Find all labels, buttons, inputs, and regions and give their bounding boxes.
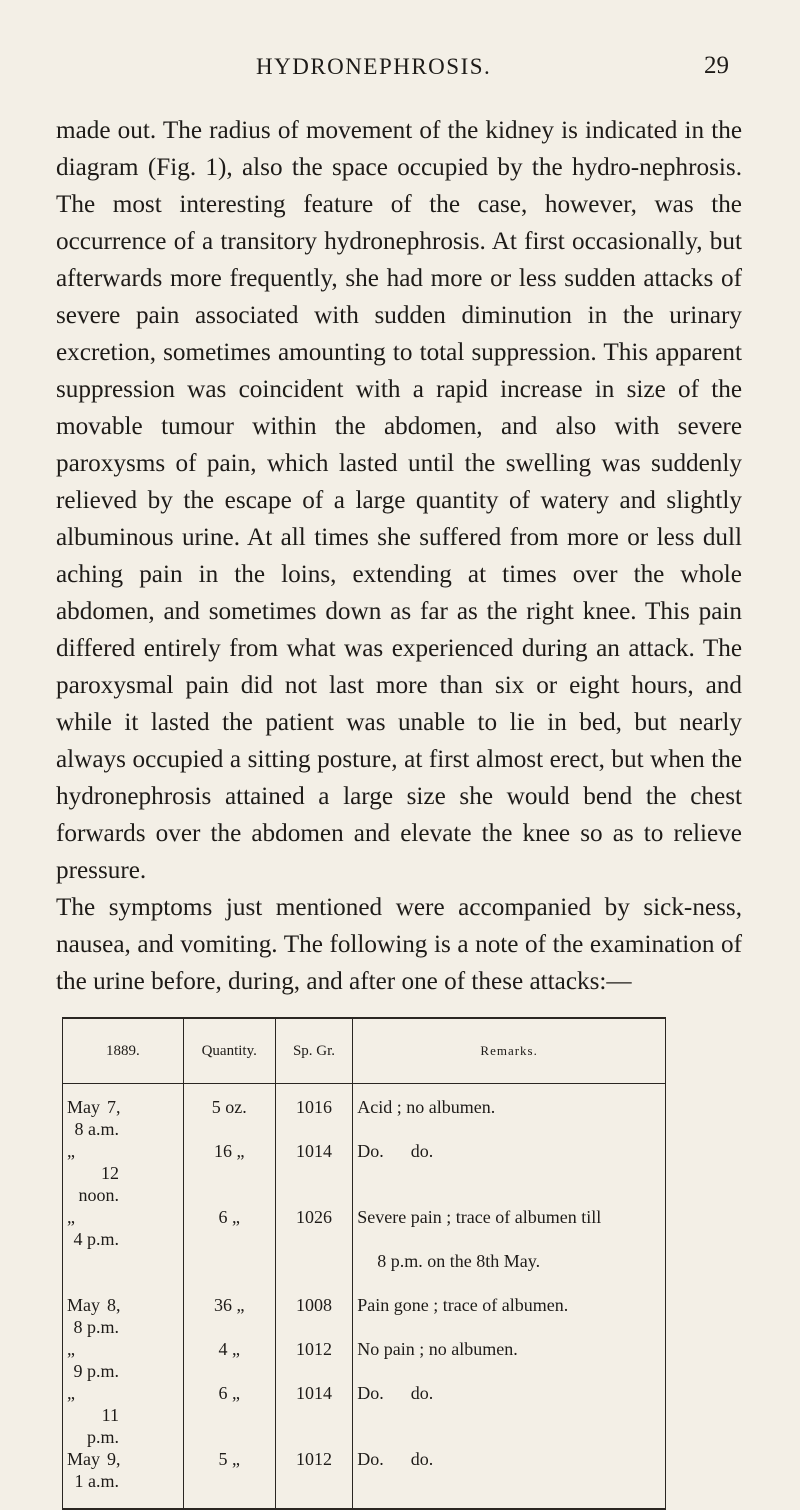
paragraph: made out. The radius of movement of the kidney is indicated in the diagram (Fig. 1), also the space occupied by the hydro-nephrosis. The most interesting feature of the case, however, was the occurrence of a transitory hydronephrosis. At first occasionally, but afterwards more frequently, she had more or less sudden attacks of severe pain associated with sudden diminution in the urinary excretion, sometimes amounting to total suppression. This apparent suppression was coincident with a rapid increase in size of the movable tumour within the abdomen, and also with severe paroxysms of pain, which lasted until the swelling was suddenly relieved by the escape of a large quantity of watery and slightly albuminous urine. At all times she suffered from more or less dull aching pain in the loins, extending at times over the whole abdomen, and sometimes down as far as the right knee. This pain differed entirely from what was experienced during an attack. The paroxysmal pain did not last more than six or eight hours, and while it lasted the patient was unable to lie in bed, but nearly always occupied a sitting posture, at first almost erect, but when the hydronephrosis attained a large size she would bend the chest forwards over the abdomen and elevate the knee so as to relieve pressure. [56, 117, 742, 884]
urine-examination-table [62, 1017, 666, 1510]
cell-sp-gr: 1012 [275, 1338, 353, 1382]
cell-quantity [183, 1250, 275, 1294]
table-row [63, 1448, 666, 1509]
date-time: 9 p.m. [73, 1361, 119, 1381]
date-month: May [67, 1097, 100, 1117]
cell-quantity: 5 oz. [183, 1084, 275, 1141]
cell-remarks: Do. do. [353, 1448, 666, 1509]
date-day: 7, [107, 1097, 121, 1117]
table-row [63, 1382, 666, 1448]
cell-sp-gr: 1026 [275, 1206, 353, 1250]
table-row [63, 1084, 666, 1141]
date-month: „ [67, 1207, 75, 1227]
running-title: HYDRONEPHROSIS. [256, 54, 492, 79]
cell-date [63, 1448, 184, 1509]
cell-date [63, 1250, 184, 1294]
cell-date [63, 1140, 184, 1206]
cell-sp-gr: 1014 [275, 1140, 353, 1206]
date-time: 8 a.m. [74, 1119, 119, 1139]
date-month: May [67, 1449, 100, 1469]
cell-date [63, 1206, 184, 1250]
cell-sp-gr [275, 1250, 353, 1294]
date-month: May [67, 1295, 100, 1315]
column-header-remarks: Remarks. [353, 1018, 666, 1084]
cell-date [63, 1084, 184, 1141]
cell-sp-gr: 1016 [275, 1084, 353, 1141]
date-time: 4 p.m. [73, 1229, 119, 1249]
cell-remarks: 8 p.m. on the 8th May. [353, 1250, 666, 1294]
column-header-year: 1889. [63, 1018, 184, 1084]
table-header-row [63, 1018, 666, 1084]
cell-remarks: Severe pain ; trace of albumen till [353, 1206, 666, 1250]
cell-quantity: 6 „ [183, 1382, 275, 1448]
table-row [63, 1206, 666, 1250]
cell-remarks: Acid ; no albumen. [353, 1084, 666, 1141]
date-time: 8 p.m. [73, 1317, 119, 1337]
page-header [0, 44, 800, 84]
page-number: 29 [704, 52, 729, 79]
cell-date [63, 1382, 184, 1448]
date-month: „ [67, 1383, 75, 1403]
table-row [63, 1294, 666, 1338]
cell-remarks: Pain gone ; trace of albumen. [353, 1294, 666, 1338]
cell-quantity: 16 „ [183, 1140, 275, 1206]
table-row [63, 1140, 666, 1206]
cell-sp-gr: 1014 [275, 1382, 353, 1448]
cell-remarks: Do. do. [353, 1382, 666, 1448]
body-text [56, 112, 742, 1000]
date-time: 12 noon. [78, 1163, 119, 1205]
cell-sp-gr: 1012 [275, 1448, 353, 1509]
cell-date [63, 1338, 184, 1382]
date-month: „ [67, 1141, 75, 1161]
cell-date [63, 1294, 184, 1338]
date-time: 1 a.m. [74, 1471, 119, 1491]
column-header-sp-gr: Sp. Gr. [275, 1018, 353, 1084]
date-day: 8, [107, 1295, 121, 1315]
table-row [63, 1338, 666, 1382]
cell-quantity: 36 „ [183, 1294, 275, 1338]
cell-quantity: 5 „ [183, 1448, 275, 1509]
table-row [63, 1250, 666, 1294]
cell-remarks: Do. do. [353, 1140, 666, 1206]
column-header-quantity: Quantity. [183, 1018, 275, 1084]
cell-sp-gr: 1008 [275, 1294, 353, 1338]
date-month: „ [67, 1339, 75, 1359]
paragraph: The symptoms just mentioned were accompanied by sick-ness, nausea, and vomiting. The following is a note of the examination of the urine before, during, and after one of these attacks:— [56, 894, 742, 995]
cell-quantity: 4 „ [183, 1338, 275, 1382]
date-time: 11 p.m. [86, 1405, 119, 1447]
cell-remarks: No pain ; no albumen. [353, 1338, 666, 1382]
date-day: 9, [107, 1449, 121, 1469]
cell-quantity: 6 „ [183, 1206, 275, 1250]
